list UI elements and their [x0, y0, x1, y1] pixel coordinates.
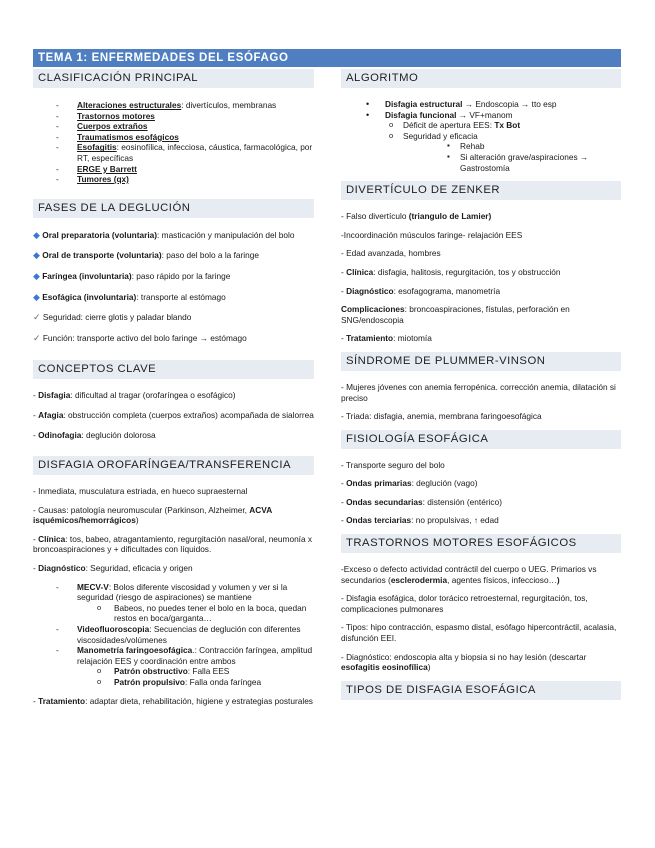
fase-item: ◆ Oral de transporte (voluntaria): paso del bolo a la faringe [33, 250, 259, 261]
algoritmo-list [341, 99, 621, 173]
check-icon: ✓ [33, 312, 41, 323]
section-header-plummer: SÍNDROME DE PLUMMER-VINSON [341, 352, 621, 371]
concepto-item: - Odinofagia: deglución dolorosa [33, 429, 156, 440]
conceptos-list [33, 390, 314, 440]
fase-item: ◆ Oral preparatoria (voluntaria): masticación y manipulación del bolo [33, 229, 295, 240]
clasificacion-item: - Cuerpos extraños [33, 121, 314, 132]
zenker-incoordinacion: -Incoordinación músculos faringe- relajación EES [341, 229, 523, 240]
motores-m4: - Diagnóstico: endoscopia alta y biopsia si no hay lesión (descartar esofagitis eosinofílica) [341, 651, 587, 673]
document-title: TEMA 1: ENFERMEDADES DEL ESÓFAGO [33, 49, 621, 67]
clasificacion-item: - Tumores (qx) [33, 174, 314, 185]
clasificacion-list [33, 100, 314, 185]
motores-m3: - Tipos: hipo contracción, espasmo distal, esófago hipercontráctil, acalasia, disfunción EEI. [341, 622, 617, 644]
diamond-bullet-icon: ◆ [33, 229, 40, 240]
zenker-complicaciones: Complicaciones: broncoaspiraciones, fístulas, perforación en SNG/endoscopia [341, 304, 570, 325]
clasificacion-item: - ERGE y Barrett [33, 164, 314, 175]
section-header-algoritmo: ALGORITMO [341, 69, 621, 88]
concepto-item: - Afagia: obstrucción completa (cuerpos extraños) acompañada de sialorrea [33, 409, 314, 420]
zenker-falso: - Falso divertículo (triangulo de Lamier) [341, 211, 492, 222]
motores-m2: - Disfagia esofágica, dolor torácico retroesternal, regurgitación, tos, complicaciones pulmonares [341, 593, 588, 614]
diamond-bullet-icon: ◆ [33, 270, 40, 281]
algoritmo-estructural: • Disfagia estructural → Endoscopia → tto esp [341, 99, 621, 110]
diag-mecv-sub: o Babeos, no puedes tener el bolo en la boca, quedan restos en boca/garganta… [33, 603, 314, 624]
section-header-motores: TRASTORNOS MOTORES ESOFÁGICOS [341, 534, 621, 553]
section-header-orofaringea: DISFAGIA OROFARÍNGEA/TRANSFERENCIA [33, 456, 314, 475]
zenker-diagnostico: - Diagnóstico: esofagograma, manometría [341, 285, 501, 296]
plummer-p1: - Mujeres jóvenes con anemia ferropénica. corrección anemia, dilatación si preciso [341, 381, 616, 403]
fisiologia-primarias: - Ondas primarias: deglución (vago) [341, 478, 478, 489]
fase-item: ✓ Función: transporte activo del bolo faringe → estómago [33, 332, 247, 343]
clasificacion-item: - Trastornos motores [33, 111, 314, 122]
motores-m1: -Exceso o defecto actividad contráctil del cuerpo o UEG. Primarios vs secundarios (esclerodermia, agentes físicos, infeccioso…) [341, 564, 597, 585]
zenker-edad: - Edad avanzada, hombres [341, 248, 441, 259]
diag-video: - Videofluoroscopia: Secuencias de deglución con diferentes viscosidades/volúmenes [33, 624, 314, 645]
concepto-item: - Disfagia: dificultad al tragar (orofaríngea o esofágico) [33, 390, 236, 401]
fase-item: ◆ Faríngea (involuntaria): paso rápido por la faringe [33, 270, 231, 281]
orofaringea-tratamiento: - Tratamiento: adaptar dieta, rehabilitación, higiene y estrategias posturales [33, 695, 313, 706]
left-column [33, 69, 314, 706]
zenker-tratamiento: - Tratamiento: miotomía [341, 333, 432, 344]
diag-manometria: - Manometría faringoesofágica.: Contracción faríngea, amplitud relajación EES y coordinación entre ambos [33, 645, 314, 666]
diag-patron-obstructivo: o Patrón obstructivo: Falla EES [33, 666, 314, 677]
fase-item: ✓ Seguridad: cierre glotis y paladar blando [33, 312, 192, 323]
diag-mecv: - MECV-V: Bolos diferente viscosidad y volumen y ver si la seguridad (riesgo de aspiraciones) se mantiene [33, 582, 314, 603]
fases-list [33, 230, 314, 344]
algoritmo-gastrostomia: ▪ Si alteración grave/aspiraciones → Gastrostomía [341, 152, 621, 173]
clasificacion-item: - Esofagitis: eosinofílica, infecciosa, cáustica, farmacológica, por RT, específicas [33, 142, 314, 163]
orofaringea-diagnostico: - Diagnóstico: Seguridad, eficacia y origen [33, 563, 193, 574]
diamond-bullet-icon: ◆ [33, 291, 40, 302]
orofaringea-causas: - Causas: patología neuromuscular (Parkinson, Alzheimer, ACVA isquémicos/hemorrágicos) [33, 504, 272, 526]
section-header-conceptos: CONCEPTOS CLAVE [33, 360, 314, 379]
clasificacion-item: - Alteraciones estructurales: divertículos, membranas [33, 100, 314, 111]
diag-patron-propulsivo: o Patrón propulsivo: Falla onda faríngea [33, 677, 314, 688]
fisiologia-secundarias: - Ondas secundarias: distensión (entérico) [341, 496, 502, 507]
section-header-fases: FASES DE LA DEGLUCIÓN [33, 199, 314, 218]
check-icon: ✓ [33, 332, 41, 343]
section-header-tipos: TIPOS DE DISFAGIA ESOFÁGICA [341, 681, 621, 700]
fisiologia-terciarias: - Ondas terciarias: no propulsivas, ↑ edad [341, 515, 499, 526]
algoritmo-rehab: ▪ Rehab [341, 141, 621, 152]
clasificacion-item: - Traumatismos esofágicos [33, 132, 314, 143]
algoritmo-seguridad: o Seguridad y eficacia [341, 131, 621, 142]
algoritmo-deficit: o Déficit de apertura EES: Tx Bot [341, 120, 621, 131]
zenker-clinica: - Clínica: disfagia, halitosis, regurgitación, tos y obstrucción [341, 266, 561, 277]
orofaringea-clinica: - Clínica: tos, babeo, atragantamiento, regurgitación nasal/oral, neumonía x broncoaspiraciones y + dificultades con líquidos. [33, 533, 313, 555]
algoritmo-funcional: • Disfagia funcional → VF+manom [341, 110, 621, 121]
fisiologia-f1: - Transporte seguro del bolo [341, 459, 445, 470]
section-header-clasificacion: CLASIFICACIÓN PRINCIPAL [33, 69, 314, 88]
right-column [341, 69, 621, 700]
orofaringea-p1: - Inmediata, musculatura estriada, en hueco supraesternal [33, 486, 248, 497]
plummer-p2: - Triada: disfagia, anemia, membrana faringoesofágica [341, 411, 542, 422]
fase-item: ◆ Esofágica (involuntaria): transporte al estómago [33, 291, 226, 302]
diamond-bullet-icon: ◆ [33, 250, 40, 261]
section-header-zenker: DIVERTÍCULO DE ZENKER [341, 181, 621, 200]
section-header-fisiologia: FISIOLOGÍA ESOFÁGICA [341, 430, 621, 449]
